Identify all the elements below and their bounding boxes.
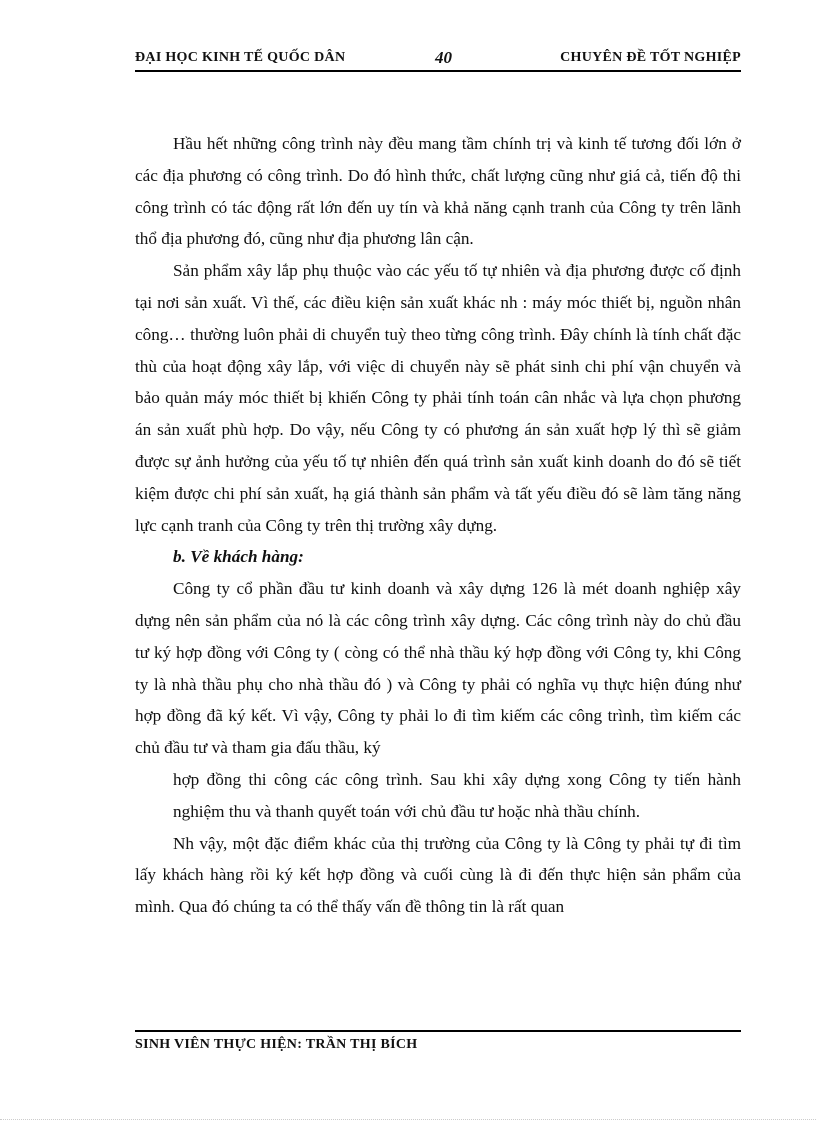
document-type: CHUYÊN ĐỀ TỐT NGHIỆP [560,50,741,65]
paragraph: Hầu hết những công trình này đều mang tầm chính trị và kinh tế tương đối lớn ở các địa phương có công trình. Do đó hình thức, chất lượng cũng như giá cả, tiến độ thi công trình có tác động rất lớn đến uy tín và khả năng cạnh tranh của Công ty trên lãnh thổ địa phương đó, cũng như địa phương lân cận. [135,134,741,249]
footer-divider [135,1030,741,1032]
section-heading: b. Về khách hàng: [173,547,304,567]
paragraph: Sản phẩm xây lắp phụ thuộc vào các yếu tố tự nhiên và địa phương được cố định tại nơi sản xuất. Vì thế, các điều kiện sản xuất khác nh : máy móc thiết bị, nguồn nhân công… thường luôn phải di chuyển tuỳ theo từng công trình. Đây chính là tính chất đặc thù của hoạt động xây lắp, với việc di chuyển này sẽ phát sinh chi phí vận chuyển và bảo quản máy móc thiết bị khiến Công ty phải tính toán cân nhắc và lựa chọn phương án sản xuất phù hợp. Do vậy, nếu Công ty có phương án sản xuất hợp lý thì sẽ giảm được sự ảnh hưởng của yếu tố tự nhiên đến quá trình sản xuất kinh doanh do đó sẽ tiết kiệm được chi phí sản xuất, hạ giá thành sản phẩm và tất yếu điều đó sẽ làm tăng năng lực cạnh tranh của Công ty trên thị trường xây dựng. [135,261,741,535]
paragraph: Công ty cổ phần đầu tư kinh doanh và xây dựng 126 là mét doanh nghiệp xây dựng nên sản phẩm của nó là các công trình xây dựng. Các công trình này do chủ đầu tư ký hợp đồng với Công ty ( còng có thể nhà thầu ký hợp đồng với Công ty, khi Công ty là nhà thầu phụ cho nhà thầu đó ) và Công ty phải có nghĩa vụ thực hiện đúng như hợp đồng đã ký kết. Vì vậy, Công ty phải lo đi tìm kiếm các công trình, tìm kiếm các chủ đầu tư và tham gia đấu thầu, ký [135,579,741,758]
page-number: 40 [435,48,452,67]
page-edge-divider [0,1119,816,1120]
page-header [135,48,741,72]
document-body [135,128,741,923]
footer-author: SINH VIÊN THỰC HIỆN: TRẦN THỊ BÍCH [135,1037,418,1052]
paragraph: hợp đồng thi công các công trình. Sau khi xây dựng xong Công ty tiến hành nghiệm thu và thanh quyết toán với chủ đầu tư hoặc nhà thầu chính. [173,769,741,821]
paragraph: Nh vậy, một đặc điểm khác của thị trường của Công ty là Công ty phải tự đi tìm lấy khách hàng rồi ký kết hợp đồng và cuối cùng là đi đến thực hiện sản phẩm của mình. Qua đó chúng ta có thể thấy vấn đề thông tin là rất quan [135,833,741,917]
university-name: ĐẠI HỌC KINH TẾ QUỐC DÂN [135,50,346,65]
